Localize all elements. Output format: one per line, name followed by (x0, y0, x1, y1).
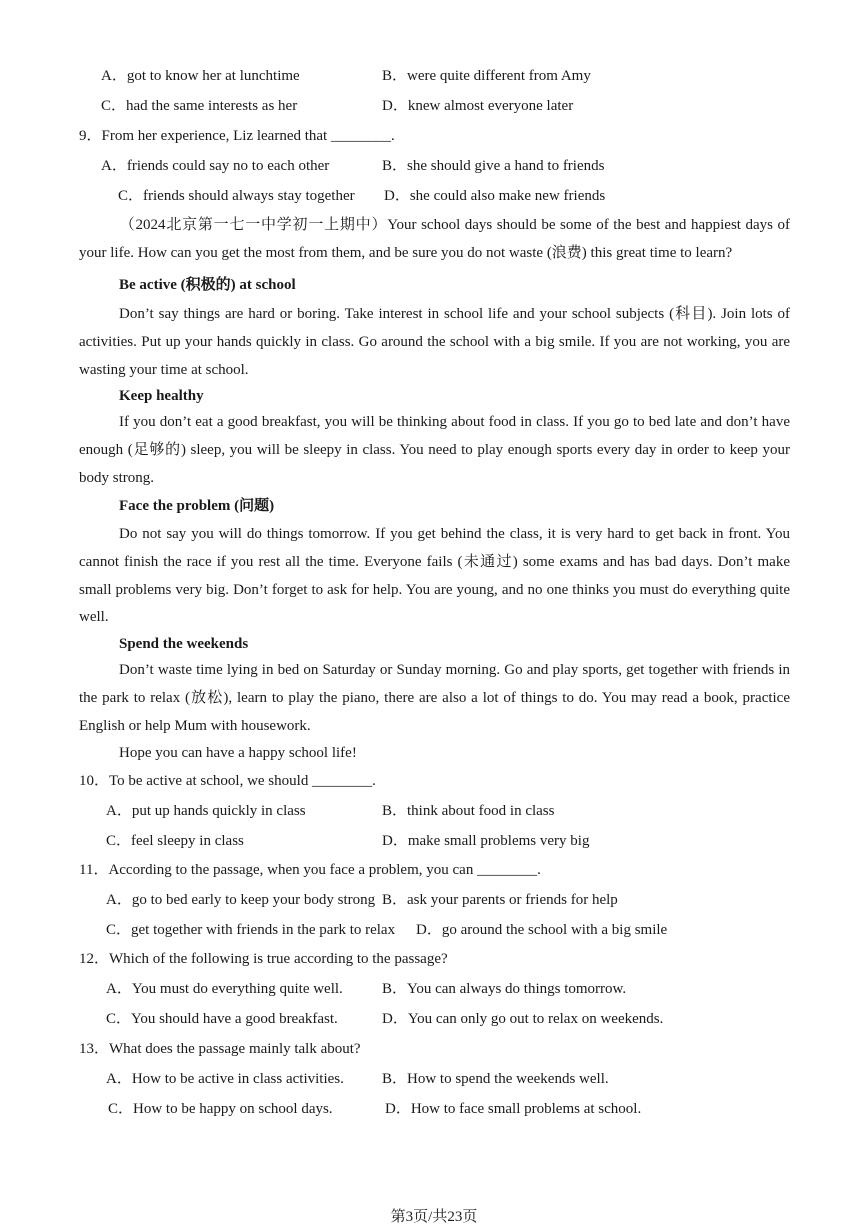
q12-option-d: D．You can only go out to relax on weekends. (382, 1011, 664, 1027)
section-text-be-active-body: Don’t say things are hard or boring. Take interest in school life and your school subjects (科目). Join lots of activities. Put up your hands quickly in class. Go around the school with a big smile. If you are not working, you are wasting your time at school. (79, 306, 790, 378)
section-heading-face-problem: Face the problem (问题) (119, 498, 275, 514)
q8-option-a: A．got to know her at lunchtime (101, 68, 300, 84)
q13-stem: 13．What does the passage mainly talk about? (79, 1041, 361, 1057)
section-text-be-active (79, 301, 790, 384)
q9-stem: 9．From her experience, Liz learned that ________. (79, 128, 395, 144)
q12-stem: 12．Which of the following is true according to the passage? (79, 951, 448, 967)
q9-option-c: C．friends should always stay together (118, 188, 355, 204)
q8-option-c: C．had the same interests as her (101, 98, 298, 114)
q13-option-c: C．How to be happy on school days. (108, 1101, 333, 1117)
q13-option-a: A．How to be active in class activities. (106, 1071, 344, 1087)
q10-option-a: A．put up hands quickly in class (106, 803, 306, 819)
section-heading-keep-healthy: Keep healthy (119, 388, 204, 404)
q9-option-a: A．friends could say no to each other (101, 158, 330, 174)
q11-option-c: C．get together with friends in the park to relax (106, 922, 396, 938)
section-text-keep-healthy (79, 409, 790, 492)
q10-option-d: D．make small problems very big (382, 833, 590, 849)
q8-option-b: B．were quite different from Amy (382, 68, 591, 84)
section-text-weekends-body: Don’t waste time lying in bed on Saturday or Sunday morning. Go and play sports, get together with friends in the park to relax (放松), learn to play the piano, there are also a lot of things to do. You may read a book, practice English or help Mum with housework. (79, 662, 790, 734)
passage-intro (79, 212, 790, 268)
q12-option-c: C．You should have a good breakfast. (106, 1011, 338, 1027)
section-text-face-problem (79, 521, 790, 632)
q9-option-d: D．she could also make new friends (384, 188, 606, 204)
section-text-weekends (79, 657, 790, 740)
q11-option-b: B．ask your parents or friends for help (382, 892, 618, 908)
q13-option-b: B．How to spend the weekends well. (382, 1071, 609, 1087)
q12-option-b: B．You can always do things tomorrow. (382, 981, 627, 997)
section-heading-be-active: Be active (积极的) at school (119, 277, 296, 293)
q12-option-a: A．You must do everything quite well. (106, 981, 343, 997)
q10-option-b: B．think about food in class (382, 803, 555, 819)
q13-option-d: D．How to face small problems at school. (385, 1101, 642, 1117)
q11-option-a: A．go to bed early to keep your body strong (106, 892, 376, 908)
q11-option-d: D．go around the school with a big smile (416, 922, 668, 938)
q11-stem: 11．According to the passage, when you face a problem, you can ________. (79, 862, 541, 878)
passage-closing: Hope you can have a happy school life! (119, 745, 357, 761)
passage-intro-text: （2024北京第一七一中学初一上期中）Your school days should be some of the best and happiest days of your life. How can you get the most from them, and be sure you do not waste (浪费) this great time to learn? (79, 217, 790, 261)
q9-option-b: B．she should give a hand to friends (382, 158, 605, 174)
page-footer: 第3页/共23页 (390, 1209, 478, 1225)
q10-option-c: C．feel sleepy in class (106, 833, 244, 849)
section-text-face-problem-body: Do not say you will do things tomorrow. If you get behind the class, it is very hard to get back in front. You cannot finish the race if you rest all the time. Everyone fails (未通过) some exams and has bad days. Don’t make small problems very big. Don’t forget to ask for help. You are young, and no one thinks you must do everything quite well. (79, 526, 790, 626)
section-heading-weekends: Spend the weekends (119, 636, 249, 652)
q8-option-d: D．knew almost everyone later (382, 98, 574, 114)
section-text-keep-healthy-body: If you don’t eat a good breakfast, you will be thinking about food in class. If you go to bed late and don’t have enough (足够的) sleep, you will be sleepy in class. You need to play enough sports every day in order to keep your body strong. (79, 414, 790, 486)
q10-stem: 10．To be active at school, we should ________. (79, 773, 376, 789)
